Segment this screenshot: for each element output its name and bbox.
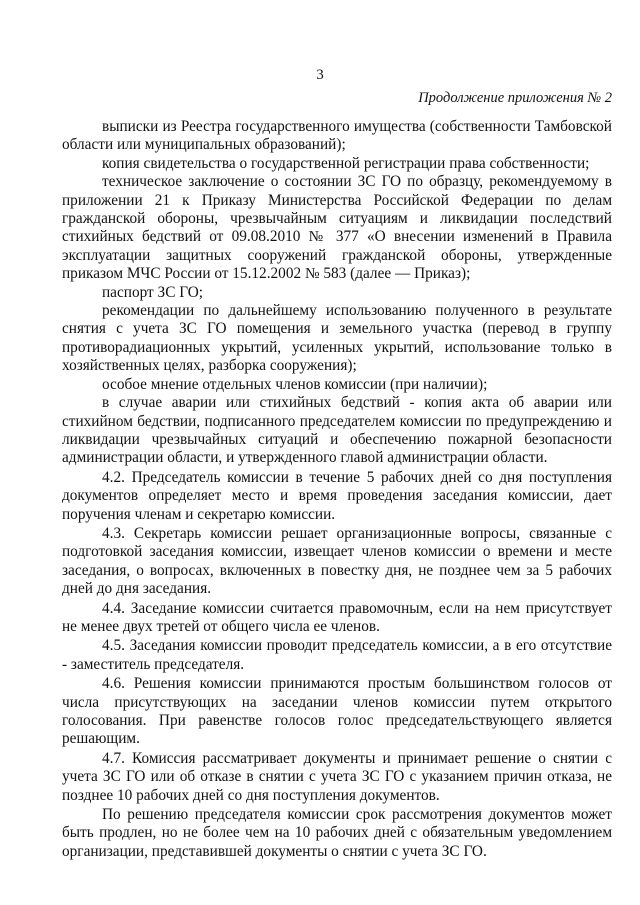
page-number: 3 xyxy=(316,67,324,83)
paragraph-accident-act: в случае аварии или стихийных бедствий - копия акта об аварии или стихийном бедствии, подписанного председателем комиссии по предупреждению и ликвидации чрезвычайных ситуаций и обеспечению пожарной безопасности администрации области, и утвержденного главой администрации области. xyxy=(62,394,612,467)
paragraph-certificate-copy: копия свидетельства о государственной регистрации права собственности; xyxy=(102,154,590,172)
paragraph-4-4: 4.4. Заседание комиссии считается правомочным, если на нем присутствует не менее двух третей от общего числа ее членов. xyxy=(62,599,612,635)
paragraph-4-5: 4.5. Заседания комиссии проводит председатель комиссии, а в его отсутствие - заместитель председателя. xyxy=(62,637,612,673)
paragraph-4-6: 4.6. Решения комиссии принимаются простым большинством голосов от числа присутствующих на заседании членов комиссии путем открытого голосования. При равенстве голосов голос председательствующего является решающим. xyxy=(62,675,612,748)
paragraph-registry-extract: выписки из Реестра государственного имущества (собственности Тамбовской области или муниципальных образований); xyxy=(62,118,612,154)
paragraph-4-2: 4.2. Председатель комиссии в течение 5 рабочих дней со дня поступления документов определяет место и время проведения заседания комиссии, дает поручения членам и секретарю комиссии. xyxy=(62,468,612,523)
paragraph-4-7: 4.7. Комиссия рассматривает документы и принимает решение о снятии с учета ЗС ГО или об отказе в снятии с учета ЗС ГО с указанием причин отказа, не позднее 10 рабочих дней со дня поступления документов. xyxy=(62,749,612,804)
paragraph-recommendations: рекомендации по дальнейшему использованию полученного в результате снятия с учета ЗС ГО помещения и земельного участка (перевод в группу противорадиационных укрытий, усиленных укрытий, использование только в хозяйственных целях, разборка сооружения); xyxy=(62,302,612,375)
paragraph-technical-conclusion: техническое заключение о состоянии ЗС ГО по образцу, рекомендуемому в приложении 21 к Приказу Министерства Российской Федерации по делам гражданской обороны, чрезвычайным ситуациям и ликвидации последствий стихийных бедствий от 09.08.2010 № 377 «О внесении изменений в Правила эксплуатации защитных сооружений гражданской обороны, утвержденные приказом МЧС России от 15.12.2002 № 583 (далее — Приказ); xyxy=(62,173,612,283)
continuation-note: Продолжение приложения № 2 xyxy=(418,90,612,106)
paragraph-passport: паспорт ЗС ГО; xyxy=(102,283,204,301)
paragraph-4-3: 4.3. Секретарь комиссии решает организационные вопросы, связанные с подготовкой заседания комиссии, извещает членов комиссии о времени и месте заседания, о вопросах, включенных в повестку дня, не позднее чем за 5 рабочих дней до дня заседания. xyxy=(62,524,612,598)
paragraph-special-opinion: особое мнение отдельных членов комиссии (при наличии); xyxy=(102,375,488,393)
document-body xyxy=(62,118,612,861)
paragraph-extension: По решению председателя комиссии срок рассмотрения документов может быть продлен, но не более чем на 10 рабочих дней с обязательным уведомлением организации, представившей документы о снятии с учета ЗС ГО. xyxy=(62,806,612,860)
